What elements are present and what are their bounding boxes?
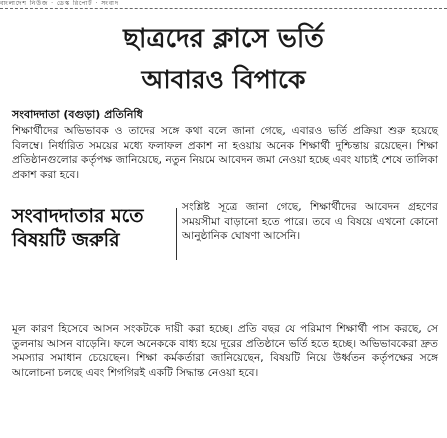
pull-quote-divider xyxy=(176,208,177,260)
top-strip: বাংলাদেশ নিউজ · ডেস্ক রিপোর্ট · সংবাদ xyxy=(0,0,447,9)
pull-quote: সংবাদদাতার মতে বিষয়টি জরুরি xyxy=(12,205,144,251)
article-paragraph-1: শিক্ষার্থীদের অভিভাবক ও তাদের সঙ্গে কথা বলে জানা গেছে, এবারও ভর্তি প্রক্রিয়া শুরু হয়েছে বিলম্বে। নির্ধারিত সময়ের মধ্যে ফলাফল প্রকাশ না হওয়ায় অনেক শিক্ষার্থী দুশ্চিন্তায় রয়েছেন। শিক্ষা প্রতিষ্ঠানগুলোর কর্তৃপক্ষ জানিয়েছে, নতুন নিয়মে আবেদন জমা নেওয়া হচ্ছে এবং যাচাই শেষে তালিকা প্রকাশ করা হবে। xyxy=(12,125,438,181)
headline-line-1: ছাত্রদের ক্লাসে ভর্তি xyxy=(123,24,324,54)
article-paragraph-2: মূল কারণ হিসেবে আসন সংকটকে দায়ী করা হচ্ছে। প্রতি বছর যে পরিমাণ শিক্ষার্থী পাস করছে, সে তুলনায় আসন বাড়েনি। ফলে অনেককে বাধ্য হয়ে দূরের প্রতিষ্ঠানে ভর্তি হতে হচ্ছে। অভিভাবকেরা দ্রুত সমস্যার সমাধান চেয়েছেন। শিক্ষা কর্মকর্তারা জানিয়েছেন, বিষয়টি নিয়ে উর্ধ্বতন কর্তৃপক্ষের সঙ্গে আলোচনা চলছে এবং শিগগিরই একটি সিদ্ধান্ত নেওয়া হবে। xyxy=(12,323,438,379)
headline-line-2: আবারও বিপাকে xyxy=(141,65,306,94)
side-paragraph: সংশ্লিষ্ট সূত্রে জানা গেছে, শিক্ষার্থীদের আবেদন গ্রহণের সময়সীমা বাড়ানো হতে পারে। তবে এ বিষয়ে এখনো কোনো আনুষ্ঠানিক ঘোষণা আসেনি। xyxy=(182,201,438,243)
byline: সংবাদদাতা (বগুড়া) প্রতিনিধি xyxy=(12,108,143,121)
